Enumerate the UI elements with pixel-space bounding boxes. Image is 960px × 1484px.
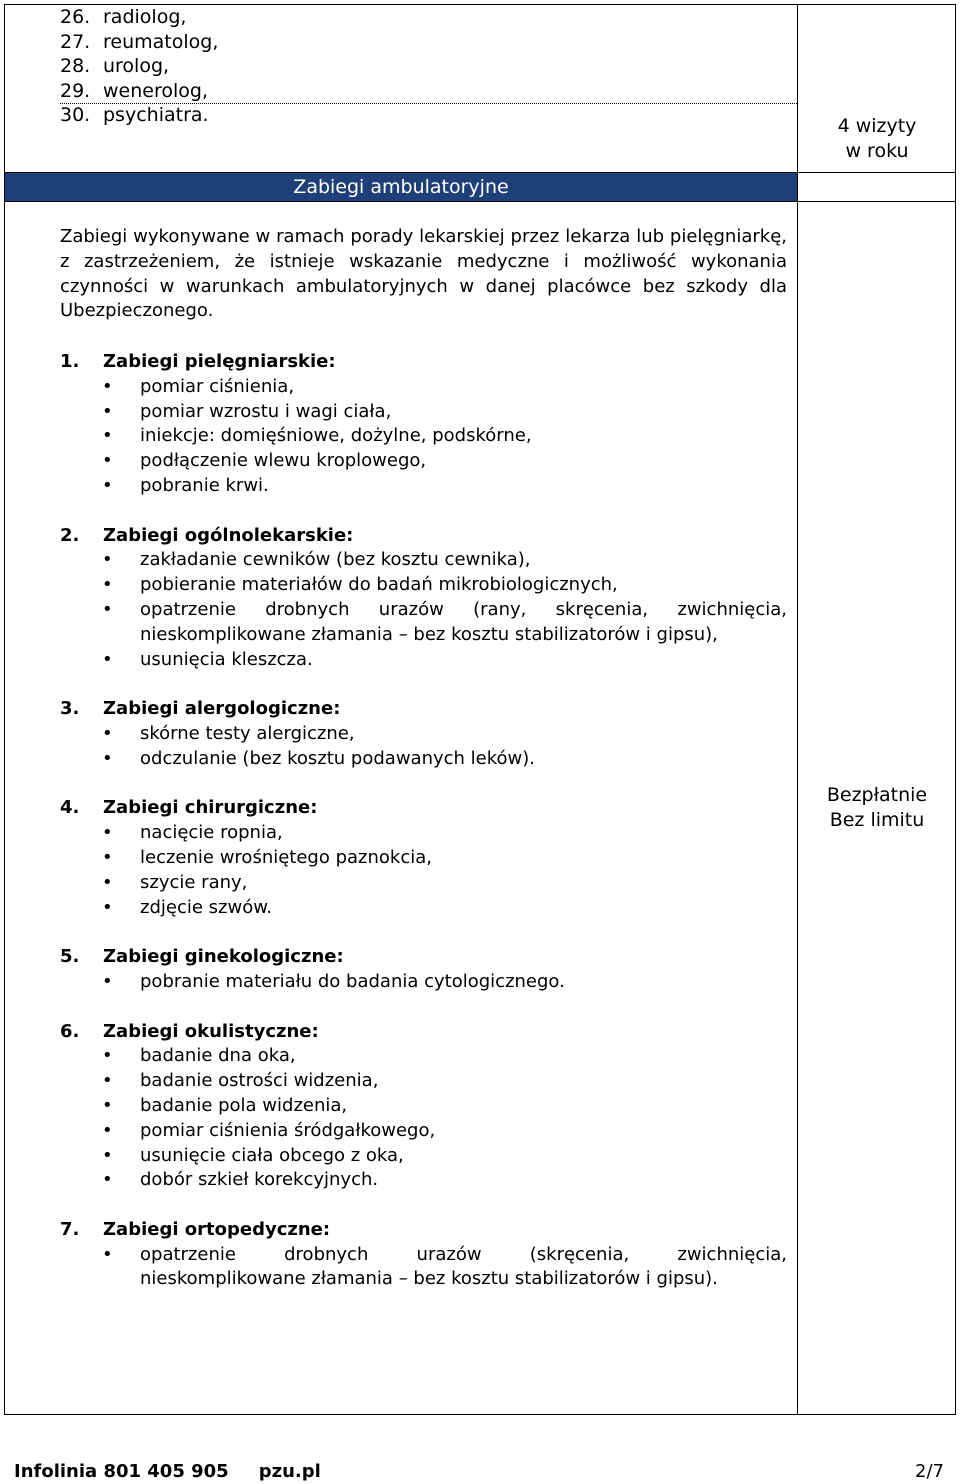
- bullet-icon: •: [102, 574, 113, 596]
- section-heading: [60, 945, 787, 970]
- list-item: [0, 648, 787, 673]
- list-text: urolog,: [103, 55, 170, 77]
- list-item-text: podłączenie wlewu kroplowego,: [140, 450, 427, 472]
- list-item-text: pobieranie materiałów do badań mikrobiologicznych,: [140, 574, 618, 596]
- list-item-text: badanie ostrości widzenia,: [140, 1070, 379, 1092]
- list-number: 29.: [60, 79, 91, 102]
- list-text: psychiatra.: [103, 104, 209, 126]
- list-item: [0, 400, 787, 425]
- bullet-icon: •: [102, 375, 113, 397]
- procedure-section: [60, 524, 787, 673]
- bullet-icon: •: [102, 1169, 113, 1191]
- bullet-icon: •: [102, 400, 113, 422]
- bullet-icon: •: [102, 1119, 113, 1141]
- list-item: [0, 896, 787, 921]
- list-item-text: leczenie wrośniętego paznokcia,: [140, 846, 432, 868]
- list-item-text: zakładanie cewników (bez kosztu cewnika),: [140, 549, 531, 571]
- procedure-section: [60, 1218, 787, 1292]
- list-item: [0, 846, 787, 871]
- section-number: 3.: [60, 698, 80, 720]
- list-item: [0, 573, 787, 598]
- list-item-text: skórne testy alergiczne,: [140, 722, 355, 744]
- intro-paragraph: Zabiegi wykonywane w ramach porady lekarskiej przez lekarza lub pielęgniarkę, z zastrzeżeniem, że istnieje wskazanie medyczne i możliwość wykonania czynności w warunkach ambulatoryjnych w danej placówce bez szkody dla Ubezpieczonego.: [60, 226, 787, 322]
- list-item: [0, 1044, 787, 1069]
- list-item-text: zdjęcie szwów.: [140, 896, 272, 918]
- previous-list: [60, 5, 218, 128]
- list-item-text: pomiar ciśnienia śródgałkowego,: [140, 1119, 436, 1141]
- list-item: [0, 1168, 787, 1193]
- list-item: [0, 1243, 787, 1293]
- bullet-icon: •: [102, 846, 113, 868]
- bullet-icon: •: [102, 747, 113, 769]
- price-line-2: Bez limitu: [829, 808, 925, 831]
- price-line-1: Bezpłatnie: [826, 784, 928, 806]
- section-number: 5.: [60, 946, 80, 968]
- list-item: [0, 1119, 787, 1144]
- visits-line-2: w roku: [845, 139, 909, 162]
- list-item: [0, 821, 787, 846]
- list-item-text: pomiar ciśnienia,: [140, 375, 295, 397]
- list-item-text: usunięcia kleszcza.: [140, 648, 313, 670]
- bullet-icon: •: [102, 822, 113, 844]
- site-link[interactable]: pzu.pl: [258, 1461, 321, 1482]
- list-item: [0, 449, 787, 474]
- list-item: [60, 54, 218, 79]
- list-item: [60, 5, 218, 30]
- procedure-section: [60, 1020, 787, 1194]
- hotline: Infolinia 801 405 905: [14, 1461, 229, 1482]
- procedure-section: [60, 697, 787, 771]
- list-item: [0, 474, 787, 499]
- list-item: [0, 1069, 787, 1094]
- bullet-icon: •: [102, 896, 113, 918]
- section-title: Zabiegi ambulatoryjne: [293, 176, 509, 198]
- bullet-icon: •: [102, 450, 113, 472]
- bullet-icon: •: [102, 871, 113, 893]
- bullet-icon: •: [102, 425, 113, 447]
- section-number: 1.: [60, 351, 80, 372]
- section-heading: [60, 350, 787, 375]
- list-number: 27.: [60, 30, 91, 53]
- list-item-text: pomiar wzrostu i wagi ciała,: [140, 400, 392, 422]
- section-heading: [60, 1218, 787, 1243]
- list-text: radiolog,: [103, 6, 187, 28]
- bullet-icon: •: [102, 598, 113, 620]
- section-heading-text: Zabiegi pielęgniarskie:: [103, 351, 336, 372]
- list-item-text: opatrzenie drobnych urazów (skręcenia, zwichnięcia, nieskomplikowane złamania – bez kosztu stabilizatorów i gipsu).: [140, 1243, 787, 1290]
- list-item-text: opatrzenie drobnych urazów (rany, skręcenia, zwichnięcia, nieskomplikowane złamania – bez kosztu stabilizatorów i gipsu),: [140, 598, 787, 645]
- section-heading-text: Zabiegi okulistyczne:: [103, 1020, 319, 1042]
- procedure-section: [60, 796, 787, 920]
- procedure-section: [60, 945, 787, 995]
- list-item: [0, 598, 787, 648]
- list-item: [0, 722, 787, 747]
- section-heading-text: Zabiegi alergologiczne:: [103, 698, 341, 720]
- row-divider-header: [4, 201, 956, 202]
- list-item: [0, 375, 787, 400]
- list-item-text: badanie pola widzenia,: [140, 1094, 348, 1116]
- visits-line-1: 4 wizyty: [837, 115, 917, 137]
- bullet-icon: •: [102, 474, 113, 496]
- bullet-icon: •: [102, 549, 113, 571]
- list-item: [60, 79, 218, 104]
- section-number: 4.: [60, 797, 80, 819]
- price-info: [798, 783, 956, 832]
- bullet-icon: •: [102, 1045, 113, 1067]
- list-item: [0, 871, 787, 896]
- list-item-text: pobranie krwi.: [140, 474, 269, 496]
- list-item-text: odczulanie (bez kosztu podawanych leków).: [140, 747, 535, 769]
- list-item: [60, 103, 218, 128]
- column-divider: [797, 4, 798, 1415]
- section-heading: [60, 796, 787, 821]
- bullet-icon: •: [102, 1070, 113, 1092]
- list-item-text: pobranie materiału do badania cytologicznego.: [140, 970, 565, 992]
- footer-contact: [14, 1460, 321, 1484]
- list-item-text: iniekcje: domięśniowe, dożylne, podskórne,: [140, 425, 532, 447]
- section-heading-text: Zabiegi ginekologiczne:: [103, 946, 344, 968]
- bullet-icon: •: [102, 1144, 113, 1166]
- list-text: reumatolog,: [103, 30, 219, 53]
- page-number: 2/7: [915, 1461, 944, 1482]
- list-item-text: dobór szkieł korekcyjnych.: [140, 1169, 379, 1191]
- list-number: 28.: [60, 55, 91, 77]
- section-heading: [60, 1020, 787, 1045]
- section-heading-text: Zabiegi chirurgiczne:: [103, 797, 318, 819]
- section-heading: [60, 697, 787, 722]
- list-item: [0, 1144, 787, 1169]
- procedures-list: [60, 350, 787, 1317]
- list-item-text: nacięcie ropnia,: [140, 822, 283, 844]
- list-item: [0, 424, 787, 449]
- bullet-icon: •: [102, 1094, 113, 1116]
- list-item: [0, 1094, 787, 1119]
- list-item: [60, 30, 218, 55]
- section-heading-text: Zabiegi ortopedyczne:: [103, 1218, 331, 1240]
- bullet-icon: •: [102, 1243, 113, 1265]
- section-heading: [60, 524, 787, 549]
- list-item: [0, 548, 787, 573]
- bullet-icon: •: [102, 648, 113, 670]
- section-number: 6.: [60, 1020, 80, 1042]
- section-heading-text: Zabiegi ogólnolekarskie:: [103, 524, 354, 546]
- list-number: 26.: [60, 6, 91, 28]
- bullet-icon: •: [102, 970, 113, 992]
- list-item: [0, 970, 787, 995]
- section-number: 2.: [60, 524, 80, 546]
- list-text: wenerolog,: [103, 79, 208, 102]
- list-item-text: badanie dna oka,: [140, 1045, 296, 1067]
- list-number: 30.: [60, 104, 91, 126]
- section-number: 7.: [60, 1218, 80, 1240]
- list-item-text: szycie rany,: [140, 871, 248, 893]
- bullet-icon: •: [102, 722, 113, 744]
- list-item-text: usunięcie ciała obcego z oka,: [140, 1144, 404, 1166]
- visits-limit: [798, 114, 956, 163]
- list-item: [0, 747, 787, 772]
- procedure-section: [60, 350, 787, 499]
